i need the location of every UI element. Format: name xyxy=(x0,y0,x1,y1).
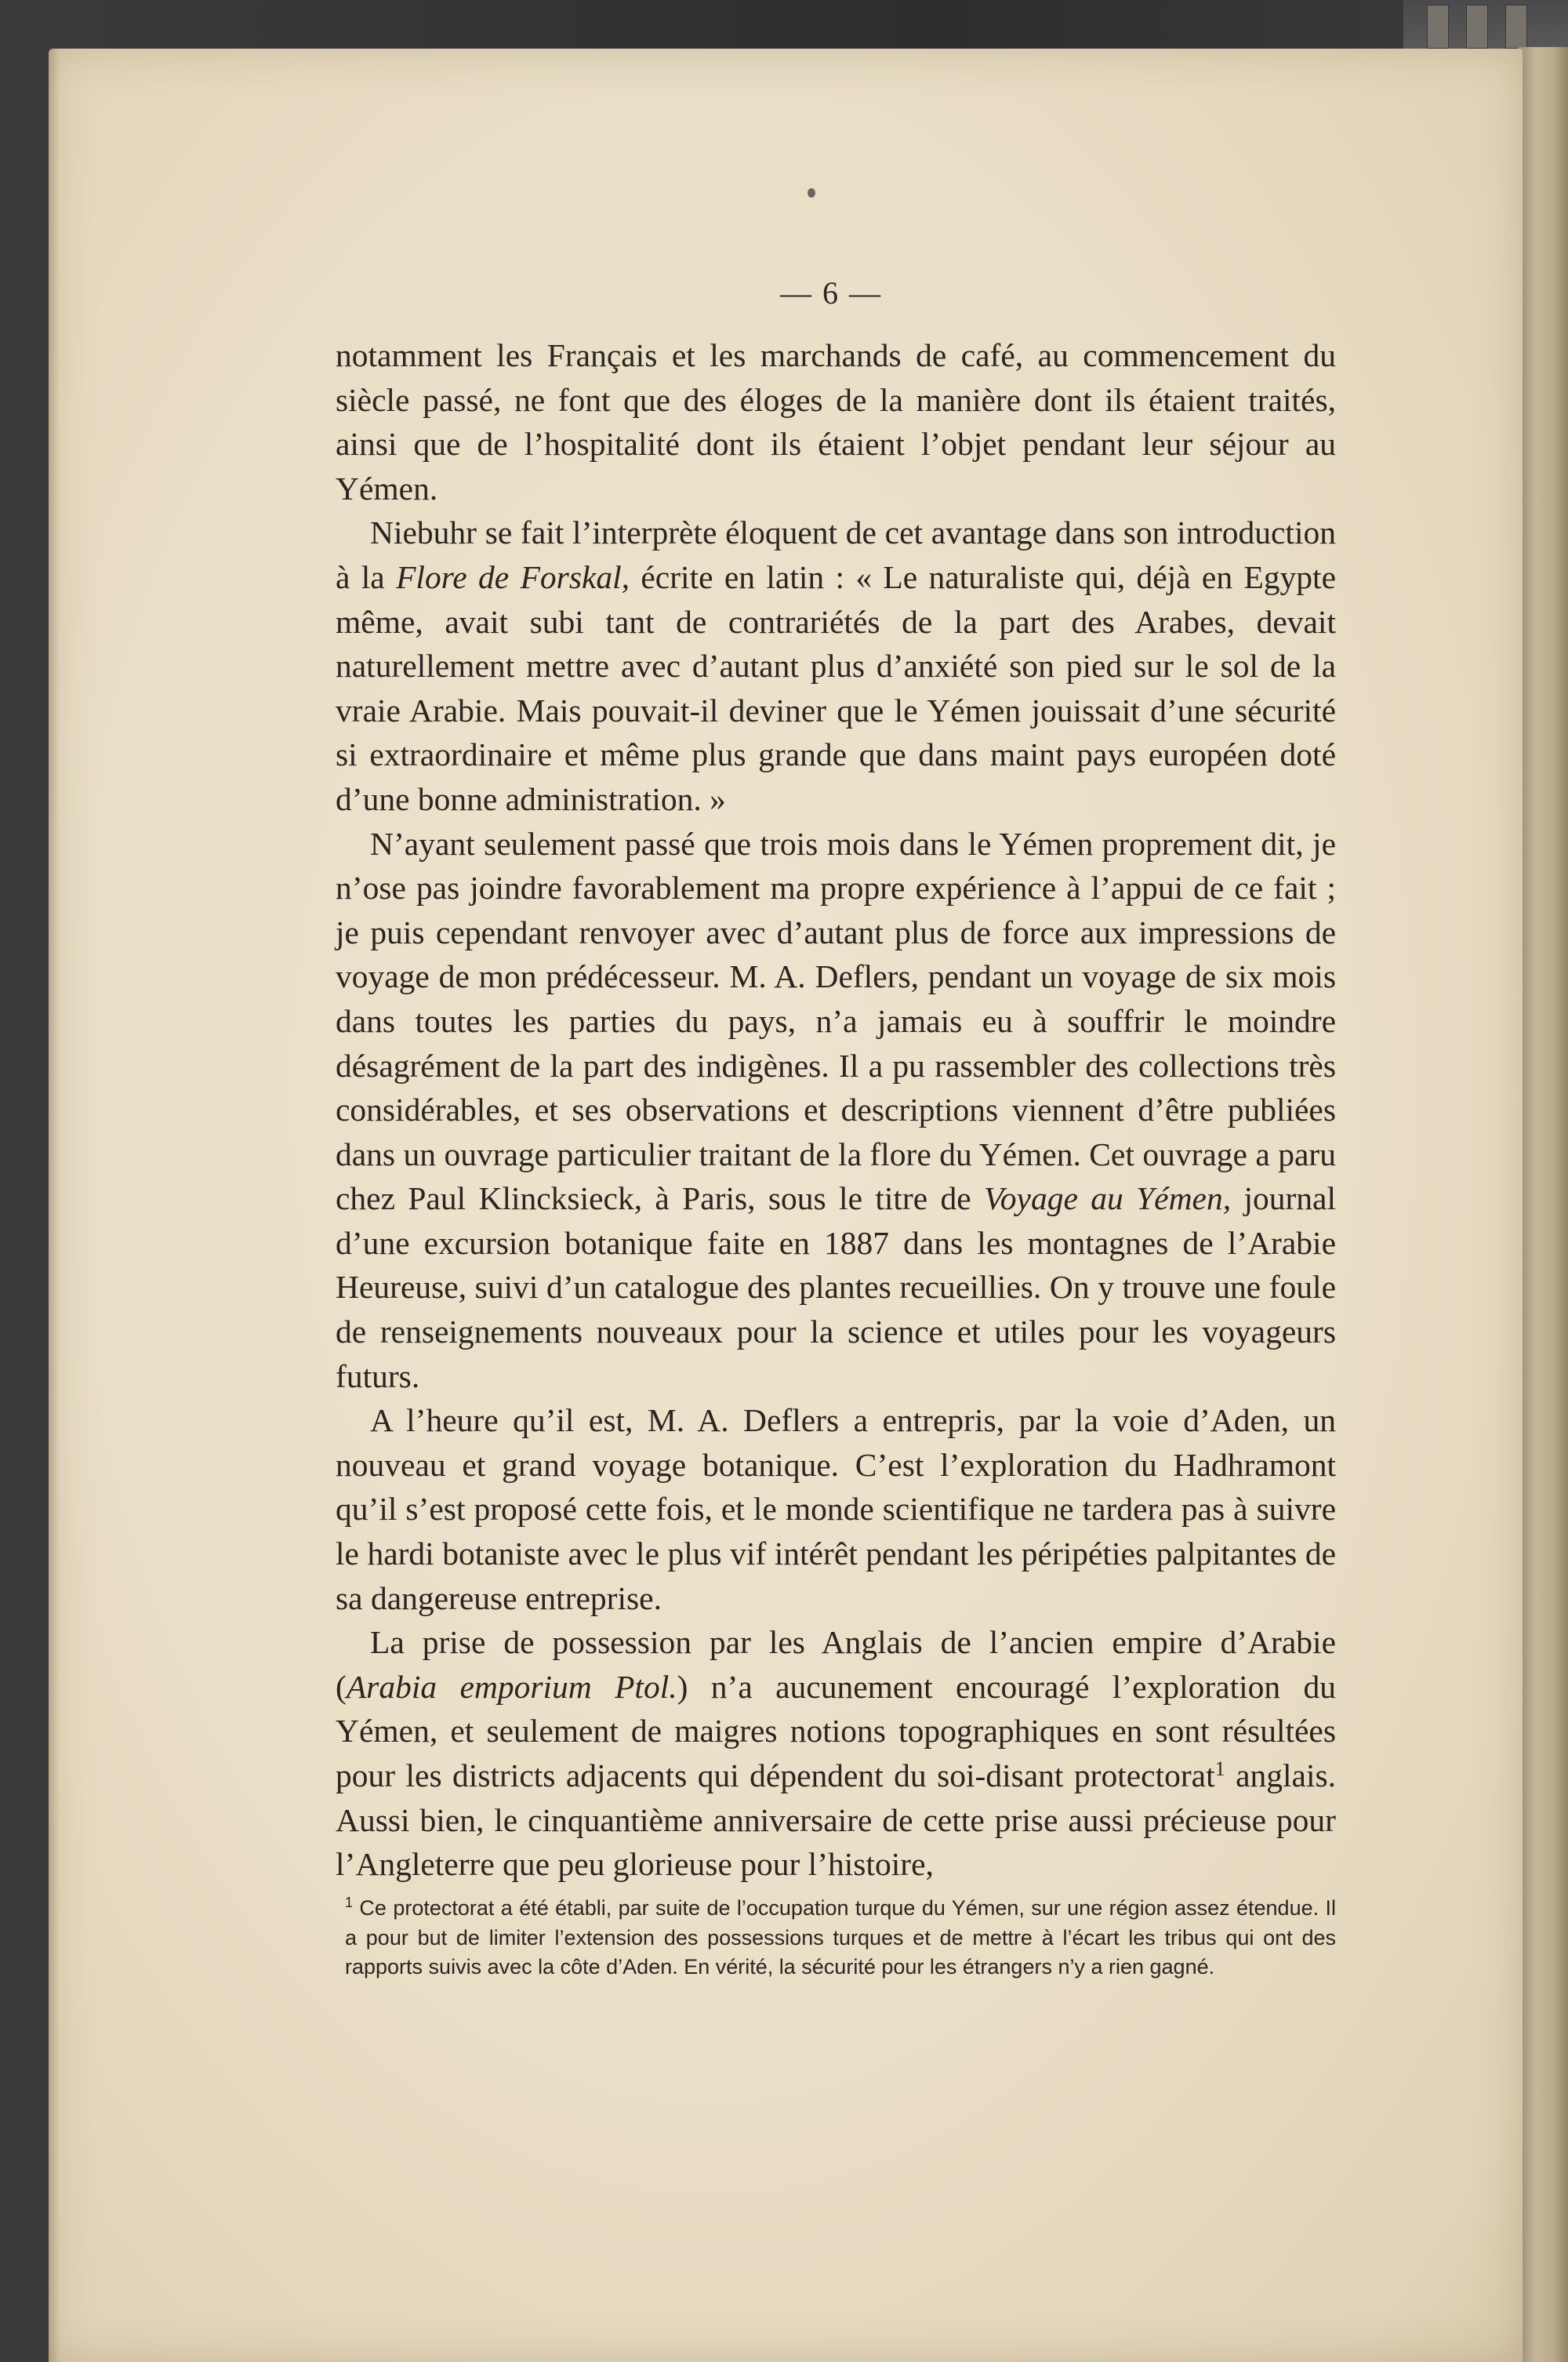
footnote-reference: 1 xyxy=(1214,1757,1225,1780)
text-run: anglais. Aussi bien, le cinquantième anniversaire de cette prise aussi précieuse pour l’Angleterre que peu glorieuse pour l’histoire, xyxy=(336,1757,1336,1883)
next-page-edge xyxy=(1517,47,1568,2362)
paragraph xyxy=(336,333,1336,511)
text-run: notamment les Français et les marchands de café, au commencement du siècle passé, ne font que des éloges de la manière dont ils étaient traités, ainsi que de l’hospitalité dont ils étaient l’objet pendant leur séjour au Yémen. xyxy=(336,337,1336,507)
paragraph xyxy=(336,822,1336,1399)
text-run: journal d’une excursion botanique faite en 1887 dans les montagnes de l’Arabie Heureuse, suivi d’un catalogue des plantes recueillies. On y trouve une foule de renseignements nouveaux pour la science et utiles pour les voyageurs futurs. xyxy=(336,1180,1336,1394)
text-run: écrite en latin : « Le naturaliste qui, déjà en Egypte même, avait subi tant de contrariétés de la part des Arabes, devait naturellement mettre avec d’autant plus d’anxiété son pied sur le sol de la vraie Arabie. Mais pouvait-il deviner que le Yémen jouissait d’une sécurité si extraordinaire et même plus grande que dans maint pays européen doté d’une bonne administration. » xyxy=(336,558,1336,817)
text-run: La prise de possession par les Anglais de l’ancien empire d’Arabie ( xyxy=(336,1624,1336,1705)
paragraph xyxy=(336,1620,1336,1887)
text-run: N’ayant seulement passé que trois mois dans le Yémen proprement dit, je n’ose pas joindre favorablement ma propre expérience à l’appui de ce fait ; je puis cependant renvoyer avec d’autant plus de force aux impressions de voyage de mon prédécesseur. M. A. Deflers, pendant un voyage de six mois dans toutes les parties du pays, n’a jamais eu à souffrir le moindre désagrément de la part des indigènes. Il a pu rassembler des collections très considérables, et ses observations et descriptions viennent d’être publiées dans un ouvrage particulier traitant de la flore du Yémen. Cet ouvrage a paru chez Paul Klincksieck, à Paris, sous le titre de xyxy=(336,825,1336,1217)
footnote xyxy=(345,1888,1336,1982)
page-number: — 6 — xyxy=(780,275,882,311)
italic-title: Flore de Forskal, xyxy=(396,558,630,595)
clamp-tab xyxy=(1466,5,1488,49)
clamp-tab xyxy=(1505,5,1527,49)
text-run: ) n’a aucunement encouragé l’exploration du Yémen, et seulement de maigres notions topographiques en sont résultées pour les districts adjacents qui dépendent du soi-disant protectorat xyxy=(336,1668,1336,1793)
page-shadow xyxy=(49,49,60,2362)
italic-title: Arabia emporium Ptol. xyxy=(346,1668,677,1705)
clamp-tab xyxy=(1427,5,1449,49)
body-text xyxy=(336,333,1336,1887)
text-run: Niebuhr se fait l’interprète éloquent de cet avantage dans son introduction à la xyxy=(336,514,1336,595)
paragraph xyxy=(336,1398,1336,1620)
text-run: A l’heure qu’il est, M. A. Deflers a entrepris, par la voie d’Aden, un nouveau et grand voyage botanique. C’est l’exploration du Hadhramont qu’il s’est proposé cette fois, et le monde scientifique ne tardera pas à suivre le hardi botaniste avec le plus vif intérêt pendant les péripéties palpitantes de sa dangereuse entreprise. xyxy=(336,1402,1336,1616)
paragraph xyxy=(336,511,1336,821)
footnote-text: Ce protectorat a été établi, par suite de l’occupation turque du Yémen, sur une région assez étendue. Il a pour but de limiter l’extension des possessions turques et de mettre à l’écart les tribus qui ont des rapports suivis avec la côte d’Aden. En vérité, la sécurité pour les étrangers n’y a rien gagné. xyxy=(345,1896,1336,1979)
ink-spot xyxy=(808,188,815,198)
italic-title: Voyage au Yémen, xyxy=(984,1180,1232,1217)
footnote-marker: 1 xyxy=(345,1895,354,1910)
